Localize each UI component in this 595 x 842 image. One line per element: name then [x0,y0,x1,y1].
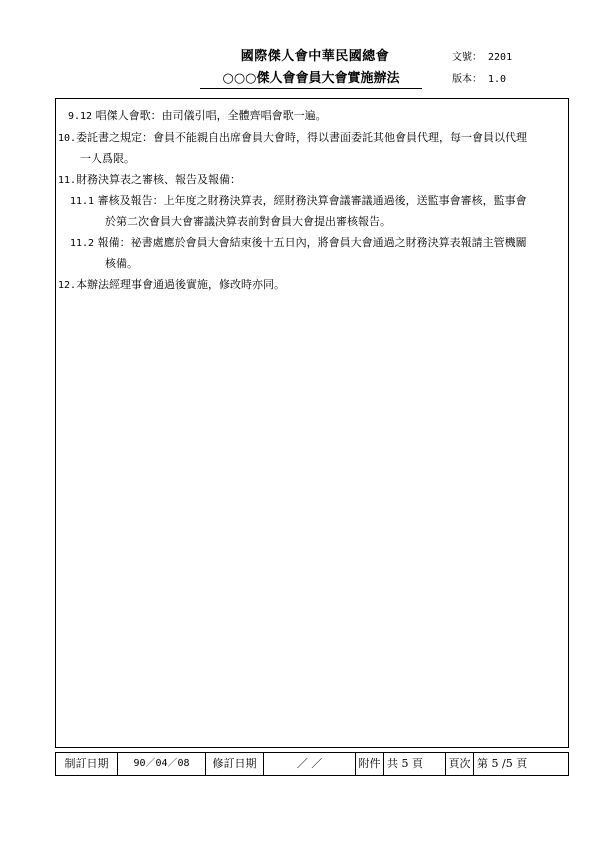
clause-text: 一人爲限。 [80,152,135,165]
clause-text: 本辦法經理事會通過後實施，修改時亦同。 [76,278,286,291]
document-version: 版本： 1.0 [452,74,507,85]
clause-text: 唱傑人會歌：由司儀引唱，全體齊唱會歌一遍。 [95,109,327,122]
clause-9-12 [68,109,327,124]
clause-11-1-continuation [105,215,391,229]
clause-number: 10. [58,133,77,144]
clause-number: 11. [58,175,77,186]
clause-text: 財務決算表之審核、報告及報備： [76,173,242,186]
clause-number: 11.1 [70,196,95,207]
enact-date-label: 制訂日期 [56,753,118,775]
clause-text: 報備：祕書處應於會員大會結束後十五日內，將會員大會通過之財務決算表報請主管機關 [97,236,527,249]
clause-11 [58,173,241,188]
clause-11-2-continuation [105,257,138,271]
clause-10-continuation [80,152,135,166]
clause-text: 審核及報告：上年度之財務決算表，經財務決算會議審議通過後，送監事會審核，監事會 [97,194,527,207]
content-frame [55,98,569,748]
organization-title: 國際傑人會中華民國總會 [240,49,390,64]
attachment-value: 共 5 頁 [384,753,446,775]
clause-12 [58,278,285,293]
clause-11-2 [70,236,527,251]
clause-text: 於第二次會員大會審議決算表前對會員大會提出審核報告。 [105,215,391,228]
document-title: ○○○傑人會會員大會實施辦法 [200,67,422,89]
enact-date-value: 90／04／08 [118,753,206,775]
revise-date-label: 修訂日期 [206,753,264,775]
clause-text: 核備。 [105,257,138,270]
clause-text: 委託書之規定：會員不能親自出席會員大會時，得以書面委託其他會員代理，每一會員以代理 [76,131,528,144]
page-label: 頁次 [446,753,474,775]
footer-table [55,752,569,776]
page-value: 第 5 /5 頁 [477,757,528,770]
clause-number: 11.2 [70,238,95,249]
clause-number: 9.12 [68,111,93,122]
clause-number: 12. [58,280,77,291]
clause-10 [58,131,527,146]
document-number: 文號： 2201 [452,52,513,63]
attachment-label: 附件 [356,753,384,775]
clause-11-1 [70,194,527,209]
revise-date-value: ／ ／ [264,753,356,775]
